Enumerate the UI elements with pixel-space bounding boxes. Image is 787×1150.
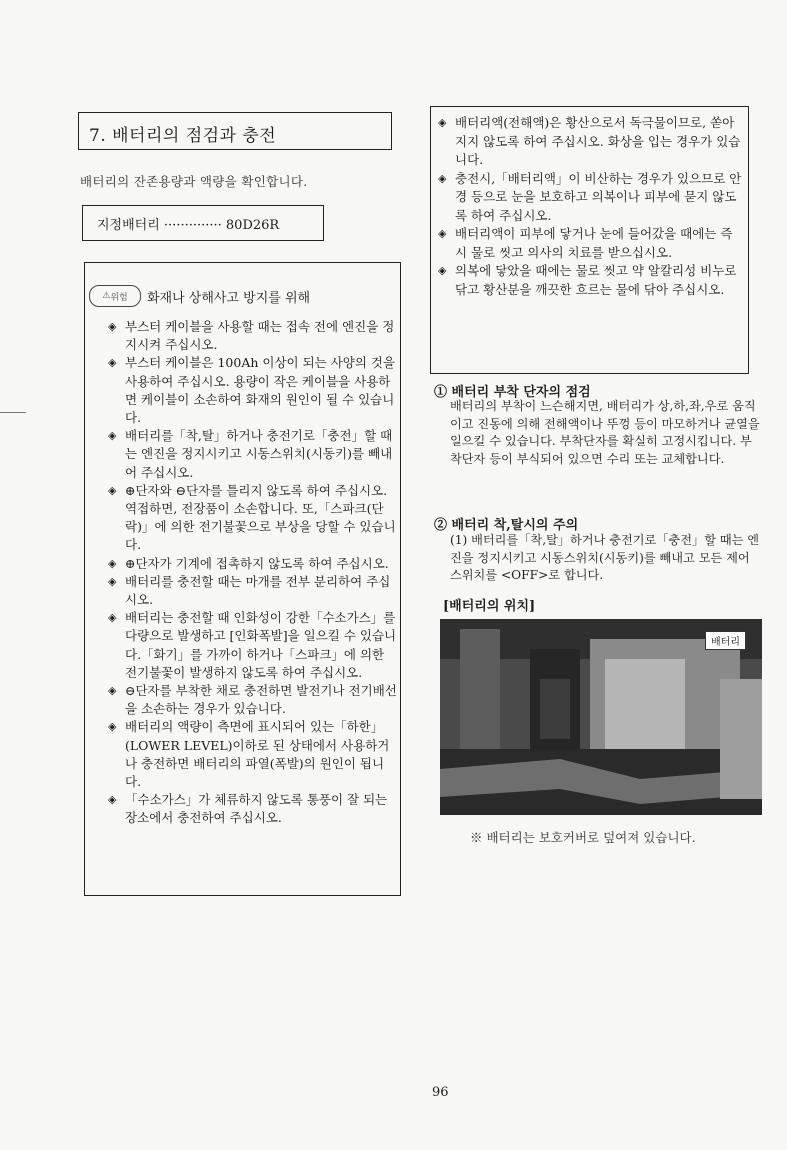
danger-item: ◈ ⊕단자가 기계에 접촉하지 않도록 하여 주십시오. bbox=[108, 555, 398, 573]
scan-margin-mark bbox=[0, 412, 26, 413]
electrolyte-item: ◈ 충전시,「배터리액」이 비산하는 경우가 있으므로 안경 등으로 눈을 보호하고 의복이나 피부에 묻지 않도록 하여 주십시오. bbox=[438, 170, 742, 226]
battery-spec: 지정배터리 ·············· 80D26R bbox=[82, 205, 324, 241]
danger-heading-text: 화재나 상해사고 방지를 위해 bbox=[147, 290, 311, 306]
photo-note: ※ 배터리는 보호커버로 덮여져 있습니다. bbox=[470, 830, 696, 845]
danger-item: ◈ 배터리를「착,탈」하거나 충전기로「충전」할 때는 엔진을 정지시키고 시동스위치(시동키)를 빼내어 주십시오. bbox=[108, 427, 398, 482]
electrolyte-item: ◈ 의복에 닿았을 때에는 물로 씻고 약 알칼리성 비누로 닦고 황산분을 깨끗한 흐르는 물에 닦아 주십시오. bbox=[438, 262, 742, 299]
terminal-check-body: 배터리의 부착이 느슨해지면, 배터리가 상,하,좌,우로 움직이고 진동에 의해 전해액이나 뚜껑 등이 마모하거나 균열을 일으킬 수 있습니다. 부착단자를 확실히 고정시킵니다. 부착단자 등이 부식되어 있으면 수리 또는 교체합니다. bbox=[450, 399, 760, 466]
danger-item: ◈ 배터리는 충전할 때 인화성이 강한「수소가스」를 다량으로 발생하고 [인화폭발]을 일으킬 수 있습니다.「화기」를 가까이 하거나「스파크」에 의한 전기불꽃이 발생하지 않도록 하여 주십시오. bbox=[108, 609, 398, 682]
danger-list bbox=[108, 318, 398, 828]
danger-item: ◈ ⊖단자를 부착한 채로 충전하면 발전기나 전기배선을 소손하는 경우가 있습니다. bbox=[108, 682, 398, 718]
terminal-check-heading: ① 배터리 부착 단자의 점검 bbox=[434, 385, 591, 400]
page-number: 96 bbox=[432, 1085, 449, 1100]
warning-triangle-icon: ⚠ 위험 bbox=[89, 285, 141, 307]
danger-item: ◈ 부스터 케이블을 사용할 때는 접속 전에 엔진을 정지시켜 주십시오. bbox=[108, 318, 398, 354]
danger-item: ◈ 「수소가스」가 체류하지 않도록 통풍이 잘 되는 장소에서 충전하여 주십시오. bbox=[108, 791, 398, 827]
electrolyte-item: ◈ 배터리액(전해액)은 황산으로서 독극물이므로, 쏟아지지 않도록 하여 주십시오. 화상을 입는 경우가 있습니다. bbox=[438, 114, 742, 170]
battery-location-photo bbox=[440, 619, 762, 815]
photo-battery-label: 배터리 bbox=[705, 631, 746, 650]
section-title: 7. 배터리의 점검과 충전 bbox=[78, 112, 392, 150]
danger-item: ◈ 부스터 케이블은 100Ah 이상이 되는 사양의 것을 사용하여 주십시오. 용량이 작은 케이블을 사용하면 케이블이 소손하여 화재의 원인이 될 수 있습니다. bbox=[108, 354, 398, 427]
attach-notes-heading: ② 배터리 착,탈시의 주의 bbox=[434, 518, 579, 533]
danger-heading bbox=[89, 285, 310, 307]
danger-item: ◈ 배터리의 액량이 측면에 표시되어 있는「하한」(LOWER LEVEL)이하로 된 상태에서 사용하거나 충전하면 배터리의 파열(폭발)의 원인이 됩니다. bbox=[108, 718, 398, 791]
danger-item: ◈ ⊕단자와 ⊖단자를 틀리지 않도록 하여 주십시오. 역접하면, 전장품이 소손합니다. 또,「스파크(단락)」에 의한 전기불꽃으로 부상을 당할 수 있습니다. bbox=[108, 482, 398, 555]
danger-item: ◈ 배터리를 충전할 때는 마개를 전부 분리하여 주십시오. bbox=[108, 573, 398, 609]
section-intro: 배터리의 잔존용량과 액량을 확인합니다. bbox=[80, 174, 308, 189]
location-heading: [배터리의 위치] bbox=[443, 599, 536, 614]
attach-notes-body: (1) 배터리를「착,탈」하거나 충전기로「충전」할 때는 엔진을 정지시키고 시동스위치(시동키)를 빼내고 모든 제어스위치를 <OFF>로 합니다. bbox=[450, 533, 760, 583]
electrolyte-warning-list bbox=[438, 114, 742, 299]
electrolyte-item: ◈ 배터리액이 피부에 닿거나 눈에 들어갔을 때에는 즉시 물로 씻고 의사의 치료를 받으십시오. bbox=[438, 225, 742, 262]
